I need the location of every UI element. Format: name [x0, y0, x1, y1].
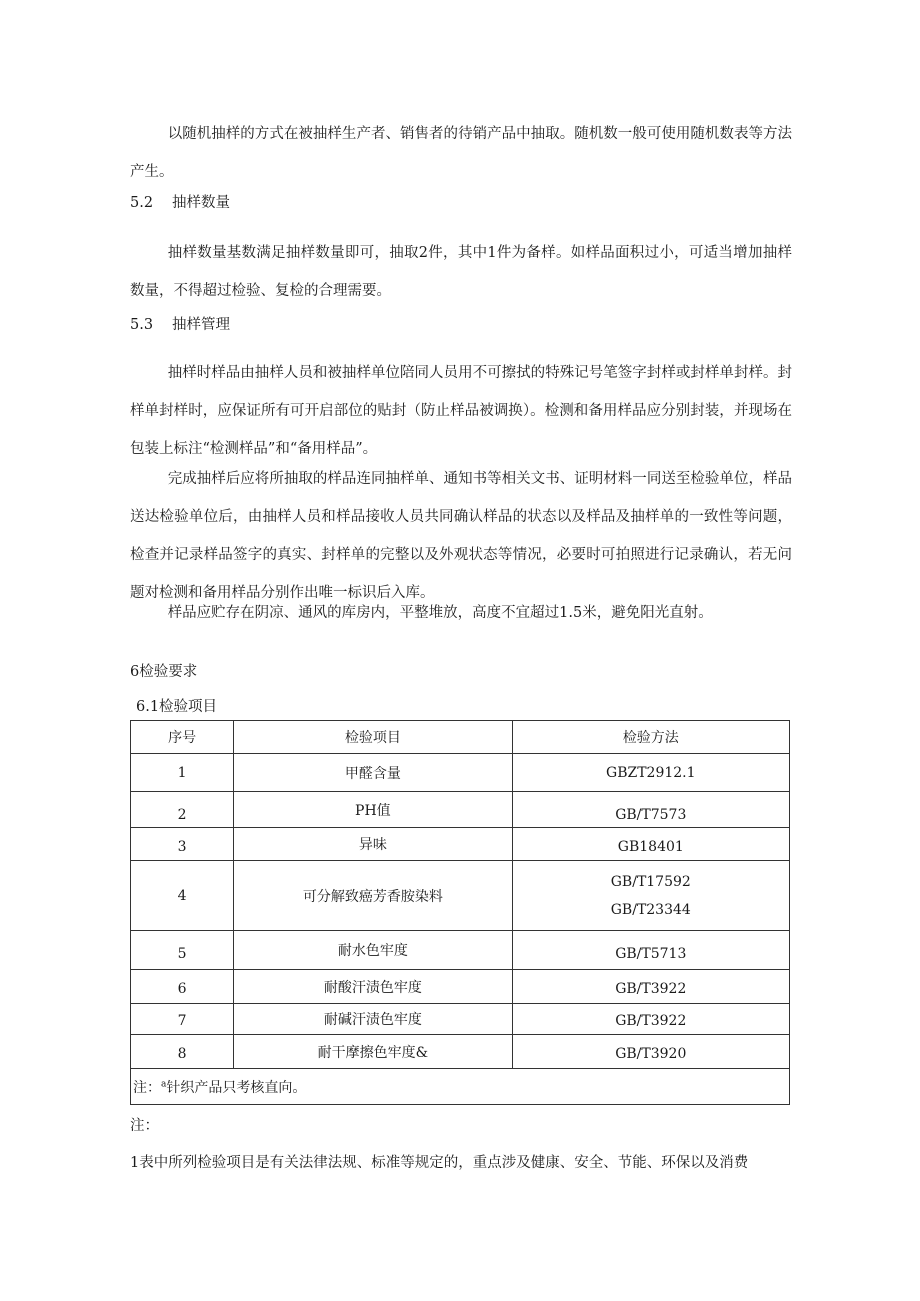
cell-method: GB/T7573	[512, 792, 789, 828]
footer-note-label: 注：	[130, 1118, 159, 1134]
cell-item: 耐碱汗渍色牢度	[234, 1004, 512, 1035]
cell-method: GB/T3922	[512, 970, 789, 1004]
method-line: GB/T17592	[610, 873, 691, 890]
section-heading-5-2	[130, 193, 230, 213]
table-row	[131, 754, 790, 792]
header-seq: 序号	[131, 721, 234, 754]
table-row	[131, 931, 790, 970]
cell-seq: 7	[131, 1004, 234, 1035]
cell-item: 耐干摩擦色牢度&	[234, 1035, 512, 1069]
cell-seq: 8	[131, 1035, 234, 1069]
section-number: 5.3	[130, 317, 154, 333]
cell-method: GBZT2912.1	[512, 754, 789, 792]
cell-seq: 6	[131, 970, 234, 1004]
cell-seq: 5	[131, 931, 234, 970]
cell-item: PH值	[234, 792, 512, 828]
note-superscript: a	[161, 1078, 167, 1089]
cell-item: 异味	[234, 828, 512, 861]
paragraph-sampling-method: 以随机抽样的方式在被抽样生产者、销售者的待销产品中抽取。随机数一般可使用随机数表等方法产生。	[130, 126, 792, 180]
cell-seq: 1	[131, 754, 234, 792]
paragraph-sample-storage: 样品应贮存在阴凉、通风的库房内，平整堆放，高度不宜超过1.5米，避免阳光直射。	[167, 605, 713, 621]
table-note-row	[131, 1069, 790, 1105]
table-note	[131, 1069, 790, 1105]
section-heading-5-3	[130, 315, 230, 335]
cell-method: GB/T3920	[512, 1035, 789, 1069]
table-header-row	[131, 721, 790, 754]
cell-seq: 4	[131, 861, 234, 931]
header-item: 检验项目	[234, 721, 512, 754]
section-heading-6-1: 6.1检验项目	[136, 699, 218, 715]
table-row	[131, 828, 790, 861]
note-text: 针织产品只考核直向。	[166, 1079, 307, 1096]
paragraph-sampling-management: 抽样时样品由抽样人员和被抽样单位陪同人员用不可擦拭的特殊记号笔签字封样或封样单封样。封样单封样时，应保证所有可开启部位的贴封（防止样品被调换）。检测和备用样品应分别封装，并现场在包装上标注“检测样品”和“备用样品”。	[130, 365, 792, 457]
cell-method	[512, 861, 789, 931]
cell-seq: 3	[131, 828, 234, 861]
cell-item: 可分解致癌芳香胺染料	[234, 861, 512, 931]
section-title: 抽样数量	[172, 195, 230, 211]
table-row	[131, 861, 790, 931]
table-row	[131, 970, 790, 1004]
table-row	[131, 792, 790, 828]
cell-method: GB18401	[512, 828, 789, 861]
cell-method: GB/T5713	[512, 931, 789, 970]
note-prefix: 注：	[133, 1079, 161, 1096]
table-row	[131, 1035, 790, 1069]
section-number: 5.2	[130, 195, 154, 211]
cell-seq: 2	[131, 792, 234, 828]
cell-item: 耐水色牢度	[234, 931, 512, 970]
footer-note-1: 1表中所列检验项目是有关法律法规、标准等规定的，重点涉及健康、安全、节能、环保以及消费	[130, 1155, 749, 1171]
paragraph-sampling-quantity: 抽样数量基数满足抽样数量即可，抽取2件，其中1件为备样。如样品面积过小，可适当增加抽样数量，不得超过检验、复检的合理需要。	[130, 245, 792, 299]
cell-method: GB/T3922	[512, 1004, 789, 1035]
cell-item: 甲醛含量	[234, 754, 512, 792]
section-title: 抽样管理	[172, 317, 230, 333]
header-method: 检验方法	[512, 721, 789, 754]
inspection-items-table	[130, 720, 790, 1105]
section-heading-6: 6检验要求	[130, 664, 198, 680]
paragraph-sample-delivery: 完成抽样后应将所抽取的样品连同抽样单、通知书等相关文书、证明材料一同送至检验单位，样品送达检验单位后，由抽样人员和样品接收人员共同确认样品的状态以及样品及抽样单的一致性等问题，检查并记录样品签字的真实、封样单的完整以及外观状态等情况，必要时可拍照进行记录确认，若无问题对检测和备用样品分别作出唯一标识后入库。	[130, 471, 792, 601]
method-line: GB/T23344	[610, 901, 691, 918]
table-row	[131, 1004, 790, 1035]
cell-item: 耐酸汗渍色牢度	[234, 970, 512, 1004]
